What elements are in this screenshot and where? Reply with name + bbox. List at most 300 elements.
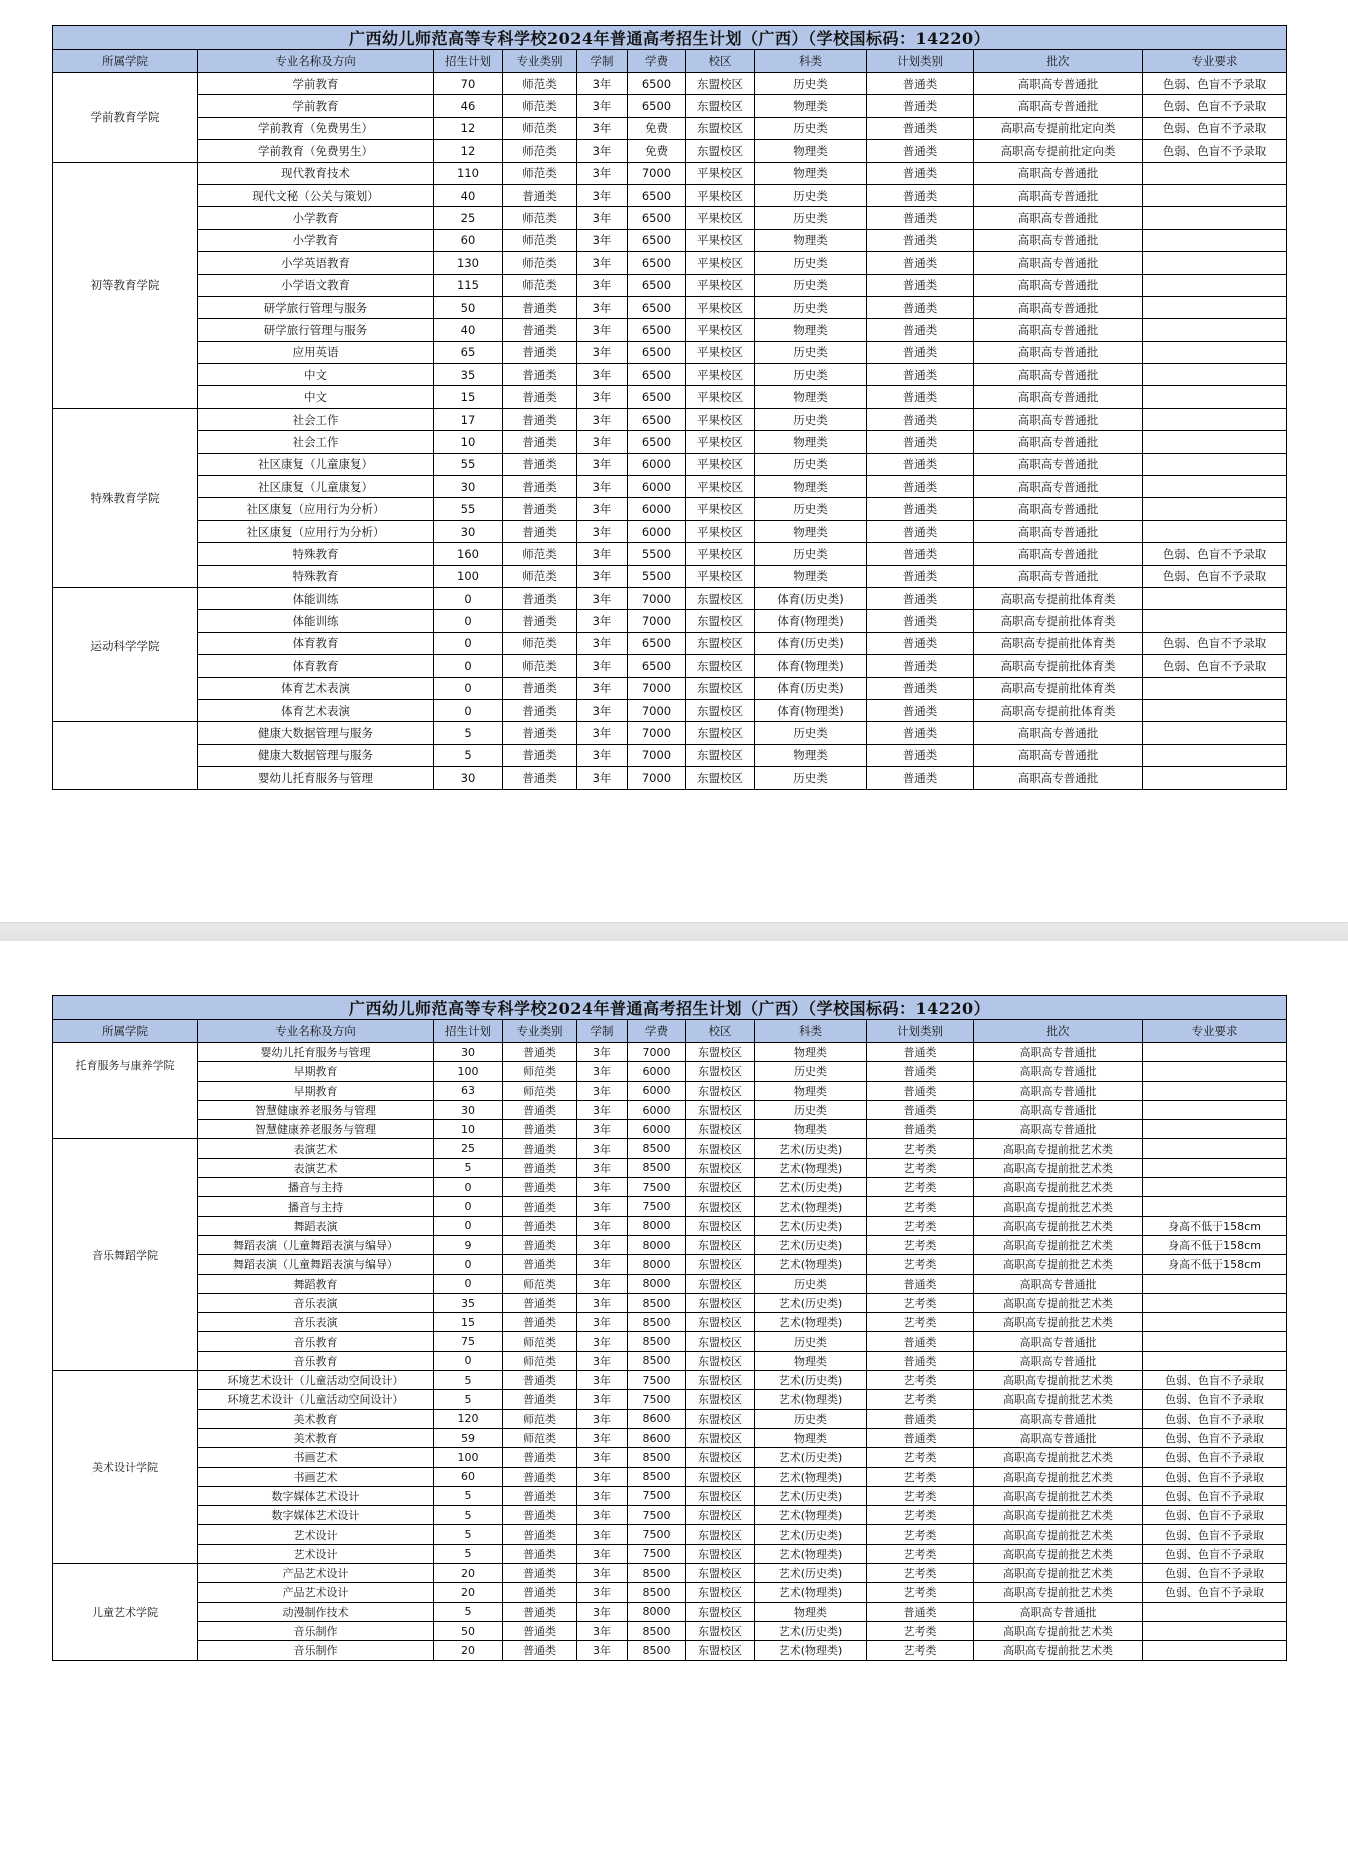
- cell-major: 体育艺术表演: [198, 699, 434, 721]
- cell-requirement: 色弱、色盲不予录取: [1143, 1467, 1287, 1486]
- cell-plan-count: 130: [434, 252, 503, 274]
- cell-tuition: 6500: [628, 252, 686, 274]
- college-cell: 运动科学学院: [53, 587, 198, 721]
- cell-plan-type: 艺考类: [867, 1178, 974, 1197]
- cell-campus: 东盟校区: [686, 1293, 755, 1312]
- cell-campus: 平果校区: [686, 520, 755, 542]
- table-row: [53, 184, 1287, 206]
- cell-batch: 高职高专普通批: [974, 453, 1143, 475]
- cell-requirement: [1143, 162, 1287, 184]
- table-row: [53, 677, 1287, 699]
- cell-campus: 东盟校区: [686, 610, 755, 632]
- cell-tuition: 6500: [628, 95, 686, 117]
- cell-requirement: 色弱、色盲不予录取: [1143, 73, 1287, 95]
- cell-plan-type: 普通类: [867, 565, 974, 587]
- cell-plan-type: 普通类: [867, 722, 974, 744]
- cell-requirement: 色弱、色盲不予录取: [1143, 1583, 1287, 1602]
- table-row: [53, 1043, 1287, 1062]
- cell-plan-type: 艺考类: [867, 1235, 974, 1254]
- cell-subject-category: 历史类: [755, 274, 867, 296]
- cell-requirement: [1143, 1313, 1287, 1332]
- cell-subject-category: 艺术(历史类): [755, 1371, 867, 1390]
- table-row: [53, 1158, 1287, 1177]
- cell-tuition: 8000: [628, 1235, 686, 1254]
- cell-tuition: 8500: [628, 1641, 686, 1660]
- table-row: [53, 229, 1287, 251]
- cell-major-type: 师范类: [503, 140, 577, 162]
- cell-subject-category: 艺术(物理类): [755, 1641, 867, 1660]
- cell-major: 播音与主持: [198, 1178, 434, 1197]
- cell-campus: 东盟校区: [686, 1274, 755, 1293]
- cell-batch: 高职高专提前批艺术类: [974, 1255, 1143, 1274]
- cell-major: 特殊教育: [198, 543, 434, 565]
- cell-batch: 高职高专普通批: [974, 95, 1143, 117]
- cell-tuition: 7000: [628, 722, 686, 744]
- cell-campus: 东盟校区: [686, 1448, 755, 1467]
- cell-major: 学前教育（免费男生）: [198, 140, 434, 162]
- cell-major: 环境艺术设计（儿童活动空间设计）: [198, 1371, 434, 1390]
- cell-subject-category: 艺术(物理类): [755, 1467, 867, 1486]
- cell-plan-count: 40: [434, 184, 503, 206]
- college-cell: 美术设计学院: [53, 1371, 198, 1564]
- cell-campus: 平果校区: [686, 296, 755, 318]
- cell-major-type: 普通类: [503, 1486, 577, 1505]
- cell-plan-count: 0: [434, 1197, 503, 1216]
- cell-major-type: 师范类: [503, 1081, 577, 1100]
- cell-duration: 3年: [577, 1178, 628, 1197]
- cell-tuition: 6500: [628, 207, 686, 229]
- cell-campus: 平果校区: [686, 162, 755, 184]
- cell-batch: 高职高专提前批体育类: [974, 699, 1143, 721]
- cell-plan-count: 10: [434, 1120, 503, 1139]
- cell-major: 社会工作: [198, 431, 434, 453]
- cell-batch: 高职高专普通批: [974, 184, 1143, 206]
- table-row: [53, 319, 1287, 341]
- cell-major: 小学语文教育: [198, 274, 434, 296]
- cell-duration: 3年: [577, 1544, 628, 1563]
- cell-plan-type: 艺考类: [867, 1486, 974, 1505]
- cell-campus: 平果校区: [686, 453, 755, 475]
- cell-requirement: [1143, 341, 1287, 363]
- cell-duration: 3年: [577, 655, 628, 677]
- cell-batch: 高职高专提前批艺术类: [974, 1197, 1143, 1216]
- cell-tuition: 6500: [628, 184, 686, 206]
- cell-duration: 3年: [577, 364, 628, 386]
- cell-major-type: 普通类: [503, 1216, 577, 1235]
- cell-plan-type: 普通类: [867, 610, 974, 632]
- cell-plan-type: 普通类: [867, 386, 974, 408]
- cell-subject-category: 历史类: [755, 767, 867, 789]
- cell-plan-count: 12: [434, 140, 503, 162]
- cell-tuition: 8000: [628, 1216, 686, 1235]
- cell-major: 中文: [198, 386, 434, 408]
- cell-campus: 东盟校区: [686, 1621, 755, 1640]
- cell-subject-category: 艺术(历史类): [755, 1525, 867, 1544]
- table-row: [53, 1564, 1287, 1583]
- cell-duration: 3年: [577, 408, 628, 430]
- cell-duration: 3年: [577, 1525, 628, 1544]
- cell-requirement: 身高不低于158cm: [1143, 1255, 1287, 1274]
- cell-major-type: 普通类: [503, 699, 577, 721]
- cell-major-type: 普通类: [503, 1235, 577, 1254]
- cell-plan-count: 0: [434, 1255, 503, 1274]
- cell-requirement: [1143, 453, 1287, 475]
- cell-duration: 3年: [577, 1274, 628, 1293]
- cell-major: 音乐制作: [198, 1641, 434, 1660]
- cell-major-type: 普通类: [503, 498, 577, 520]
- cell-duration: 3年: [577, 1351, 628, 1370]
- cell-plan-count: 30: [434, 1100, 503, 1119]
- cell-batch: 高职高专普通批: [974, 73, 1143, 95]
- cell-plan-count: 0: [434, 632, 503, 654]
- cell-tuition: 7500: [628, 1390, 686, 1409]
- cell-duration: 3年: [577, 1602, 628, 1621]
- table-row: [53, 1235, 1287, 1254]
- cell-batch: 高职高专普通批: [974, 207, 1143, 229]
- cell-tuition: 8500: [628, 1467, 686, 1486]
- cell-duration: 3年: [577, 1313, 628, 1332]
- cell-batch: 高职高专提前批艺术类: [974, 1158, 1143, 1177]
- admission-plan-table: [52, 25, 1287, 790]
- cell-batch: 高职高专提前批体育类: [974, 610, 1143, 632]
- column-header-plan-count: 招生计划: [434, 1020, 503, 1043]
- cell-major-type: 普通类: [503, 1197, 577, 1216]
- cell-plan-count: 25: [434, 1139, 503, 1158]
- cell-requirement: 身高不低于158cm: [1143, 1235, 1287, 1254]
- cell-plan-count: 30: [434, 520, 503, 542]
- cell-requirement: [1143, 408, 1287, 430]
- cell-campus: 东盟校区: [686, 1371, 755, 1390]
- table-row: [53, 1506, 1287, 1525]
- cell-batch: 高职高专提前批艺术类: [974, 1448, 1143, 1467]
- cell-duration: 3年: [577, 184, 628, 206]
- cell-subject-category: 历史类: [755, 117, 867, 139]
- cell-campus: 东盟校区: [686, 744, 755, 766]
- cell-batch: 高职高专提前批艺术类: [974, 1641, 1143, 1660]
- cell-requirement: 色弱、色盲不予录取: [1143, 632, 1287, 654]
- cell-plan-type: 普通类: [867, 1428, 974, 1447]
- cell-major: 健康大数据管理与服务: [198, 744, 434, 766]
- cell-subject-category: 物理类: [755, 229, 867, 251]
- cell-requirement: [1143, 744, 1287, 766]
- cell-campus: 平果校区: [686, 184, 755, 206]
- cell-major: 小学教育: [198, 207, 434, 229]
- cell-tuition: 6500: [628, 386, 686, 408]
- cell-tuition: 6000: [628, 1100, 686, 1119]
- cell-campus: 东盟校区: [686, 632, 755, 654]
- cell-major: 早期教育: [198, 1081, 434, 1100]
- cell-subject-category: 艺术(物理类): [755, 1506, 867, 1525]
- cell-major-type: 师范类: [503, 565, 577, 587]
- cell-major-type: 普通类: [503, 319, 577, 341]
- table-body: [53, 1043, 1287, 1661]
- cell-subject-category: 物理类: [755, 319, 867, 341]
- cell-batch: 高职高专提前批艺术类: [974, 1139, 1143, 1158]
- table-row: [53, 632, 1287, 654]
- cell-campus: 东盟校区: [686, 1043, 755, 1062]
- cell-requirement: [1143, 1621, 1287, 1640]
- cell-plan-count: 0: [434, 677, 503, 699]
- cell-batch: 高职高专普通批: [974, 408, 1143, 430]
- column-header-requirement: 专业要求: [1143, 1020, 1287, 1043]
- cell-major-type: 师范类: [503, 1274, 577, 1293]
- cell-duration: 3年: [577, 453, 628, 475]
- cell-subject-category: 物理类: [755, 162, 867, 184]
- cell-subject-category: 历史类: [755, 1100, 867, 1119]
- cell-subject-category: 艺术(历史类): [755, 1621, 867, 1640]
- table-row: [53, 1602, 1287, 1621]
- cell-major-type: 普通类: [503, 677, 577, 699]
- cell-subject-category: 历史类: [755, 364, 867, 386]
- cell-major-type: 师范类: [503, 207, 577, 229]
- cell-major: 社区康复（应用行为分析）: [198, 498, 434, 520]
- cell-requirement: 色弱、色盲不予录取: [1143, 655, 1287, 677]
- cell-requirement: 色弱、色盲不予录取: [1143, 1506, 1287, 1525]
- cell-plan-count: 15: [434, 1313, 503, 1332]
- cell-subject-category: 艺术(物理类): [755, 1583, 867, 1602]
- cell-campus: 东盟校区: [686, 1409, 755, 1428]
- table-row: [53, 744, 1287, 766]
- cell-duration: 3年: [577, 1139, 628, 1158]
- cell-requirement: [1143, 1139, 1287, 1158]
- cell-campus: 东盟校区: [686, 1583, 755, 1602]
- cell-tuition: 免费: [628, 117, 686, 139]
- cell-campus: 东盟校区: [686, 587, 755, 609]
- cell-major-type: 普通类: [503, 453, 577, 475]
- cell-campus: 东盟校区: [686, 767, 755, 789]
- cell-tuition: 8500: [628, 1158, 686, 1177]
- cell-tuition: 7000: [628, 610, 686, 632]
- cell-requirement: [1143, 1043, 1287, 1062]
- cell-major: 美术教育: [198, 1428, 434, 1447]
- cell-plan-type: 艺考类: [867, 1313, 974, 1332]
- cell-subject-category: 艺术(物理类): [755, 1197, 867, 1216]
- cell-plan-count: 5: [434, 1544, 503, 1563]
- cell-major: 产品艺术设计: [198, 1583, 434, 1602]
- cell-requirement: [1143, 207, 1287, 229]
- cell-campus: 平果校区: [686, 319, 755, 341]
- cell-requirement: 色弱、色盲不予录取: [1143, 1448, 1287, 1467]
- cell-requirement: [1143, 587, 1287, 609]
- cell-plan-count: 5: [434, 1602, 503, 1621]
- cell-tuition: 6000: [628, 1081, 686, 1100]
- cell-tuition: 6500: [628, 364, 686, 386]
- cell-major-type: 师范类: [503, 95, 577, 117]
- cell-subject-category: 体育(物理类): [755, 699, 867, 721]
- cell-batch: 高职高专普通批: [974, 431, 1143, 453]
- cell-batch: 高职高专普通批: [974, 386, 1143, 408]
- cell-batch: 高职高专普通批: [974, 1428, 1143, 1447]
- cell-campus: 东盟校区: [686, 1313, 755, 1332]
- cell-requirement: [1143, 274, 1287, 296]
- cell-major-type: 师范类: [503, 162, 577, 184]
- table-row: [53, 1100, 1287, 1119]
- cell-major: 应用英语: [198, 341, 434, 363]
- cell-major-type: 普通类: [503, 520, 577, 542]
- cell-batch: 高职高专提前批体育类: [974, 632, 1143, 654]
- cell-plan-type: 普通类: [867, 207, 974, 229]
- cell-batch: 高职高专普通批: [974, 1062, 1143, 1081]
- college-cell: [53, 722, 198, 789]
- cell-tuition: 8500: [628, 1332, 686, 1351]
- cell-plan-count: 120: [434, 1409, 503, 1428]
- cell-requirement: 色弱、色盲不予录取: [1143, 543, 1287, 565]
- cell-requirement: 色弱、色盲不予录取: [1143, 1564, 1287, 1583]
- cell-batch: 高职高专普通批: [974, 1100, 1143, 1119]
- cell-duration: 3年: [577, 1390, 628, 1409]
- cell-subject-category: 历史类: [755, 722, 867, 744]
- cell-major: 社会工作: [198, 408, 434, 430]
- column-header-subject-category: 科类: [755, 1020, 867, 1043]
- column-header-college: 所属学院: [53, 50, 198, 73]
- cell-campus: 东盟校区: [686, 1197, 755, 1216]
- cell-plan-type: 普通类: [867, 162, 974, 184]
- cell-plan-count: 0: [434, 1274, 503, 1293]
- table-row: [53, 341, 1287, 363]
- cell-plan-type: 普通类: [867, 1043, 974, 1062]
- cell-plan-type: 艺考类: [867, 1525, 974, 1544]
- column-header-duration: 学制: [577, 1020, 628, 1043]
- cell-plan-type: 普通类: [867, 1351, 974, 1370]
- table-row: [53, 1448, 1287, 1467]
- cell-duration: 3年: [577, 498, 628, 520]
- cell-major: 学前教育（免费男生）: [198, 117, 434, 139]
- cell-subject-category: 艺术(物理类): [755, 1390, 867, 1409]
- cell-campus: 东盟校区: [686, 140, 755, 162]
- cell-subject-category: 体育(历史类): [755, 587, 867, 609]
- cell-plan-count: 100: [434, 1448, 503, 1467]
- cell-subject-category: 艺术(历史类): [755, 1293, 867, 1312]
- cell-major: 体育艺术表演: [198, 677, 434, 699]
- cell-subject-category: 物理类: [755, 140, 867, 162]
- cell-requirement: [1143, 1062, 1287, 1081]
- cell-plan-count: 46: [434, 95, 503, 117]
- cell-plan-count: 40: [434, 319, 503, 341]
- cell-major-type: 普通类: [503, 1583, 577, 1602]
- table-row: [53, 1332, 1287, 1351]
- cell-plan-type: 艺考类: [867, 1158, 974, 1177]
- cell-duration: 3年: [577, 1043, 628, 1062]
- cell-plan-type: 普通类: [867, 95, 974, 117]
- column-header-tuition: 学费: [628, 50, 686, 73]
- table-row: [53, 655, 1287, 677]
- cell-duration: 3年: [577, 1235, 628, 1254]
- cell-campus: 东盟校区: [686, 1178, 755, 1197]
- cell-requirement: [1143, 498, 1287, 520]
- cell-batch: 高职高专提前批定向类: [974, 140, 1143, 162]
- cell-plan-count: 5: [434, 1371, 503, 1390]
- cell-tuition: 免费: [628, 140, 686, 162]
- cell-major: 社区康复（应用行为分析）: [198, 520, 434, 542]
- cell-subject-category: 历史类: [755, 207, 867, 229]
- cell-major-type: 普通类: [503, 1525, 577, 1544]
- cell-plan-type: 艺考类: [867, 1621, 974, 1640]
- cell-major-type: 师范类: [503, 655, 577, 677]
- cell-batch: 高职高专普通批: [974, 543, 1143, 565]
- cell-major: 书画艺术: [198, 1448, 434, 1467]
- cell-requirement: [1143, 1178, 1287, 1197]
- cell-duration: 3年: [577, 341, 628, 363]
- cell-duration: 3年: [577, 1564, 628, 1583]
- column-header-batch: 批次: [974, 50, 1143, 73]
- cell-plan-type: 艺考类: [867, 1564, 974, 1583]
- cell-major: 研学旅行管理与服务: [198, 296, 434, 318]
- cell-tuition: 6000: [628, 1120, 686, 1139]
- cell-major-type: 普通类: [503, 610, 577, 632]
- cell-major-type: 师范类: [503, 1409, 577, 1428]
- page-separator: [0, 922, 1348, 941]
- cell-tuition: 7500: [628, 1197, 686, 1216]
- cell-batch: 高职高专普通批: [974, 252, 1143, 274]
- cell-plan-type: 艺考类: [867, 1371, 974, 1390]
- cell-campus: 东盟校区: [686, 655, 755, 677]
- cell-major-type: 普通类: [503, 386, 577, 408]
- column-header-plan-count: 招生计划: [434, 50, 503, 73]
- cell-duration: 3年: [577, 610, 628, 632]
- cell-campus: 东盟校区: [686, 722, 755, 744]
- cell-campus: 平果校区: [686, 565, 755, 587]
- cell-tuition: 8000: [628, 1602, 686, 1621]
- table-row: [53, 1525, 1287, 1544]
- college-cell: 儿童艺术学院: [53, 1564, 198, 1660]
- cell-major: 播音与主持: [198, 1197, 434, 1216]
- cell-plan-count: 5: [434, 744, 503, 766]
- cell-plan-count: 110: [434, 162, 503, 184]
- cell-major-type: 师范类: [503, 543, 577, 565]
- cell-duration: 3年: [577, 73, 628, 95]
- cell-subject-category: 历史类: [755, 408, 867, 430]
- cell-plan-type: 艺考类: [867, 1293, 974, 1312]
- cell-requirement: [1143, 1274, 1287, 1293]
- cell-duration: 3年: [577, 722, 628, 744]
- cell-campus: 东盟校区: [686, 1062, 755, 1081]
- cell-plan-type: 艺考类: [867, 1583, 974, 1602]
- column-header-campus: 校区: [686, 1020, 755, 1043]
- cell-plan-type: 普通类: [867, 1332, 974, 1351]
- cell-duration: 3年: [577, 229, 628, 251]
- cell-campus: 东盟校区: [686, 1158, 755, 1177]
- cell-batch: 高职高专提前批体育类: [974, 655, 1143, 677]
- table-row: [53, 1409, 1287, 1428]
- table-row: [53, 408, 1287, 430]
- cell-batch: 高职高专提前批体育类: [974, 677, 1143, 699]
- cell-plan-count: 0: [434, 1178, 503, 1197]
- cell-duration: 3年: [577, 274, 628, 296]
- cell-tuition: 6500: [628, 431, 686, 453]
- cell-duration: 3年: [577, 543, 628, 565]
- cell-major-type: 普通类: [503, 1602, 577, 1621]
- cell-major-type: 师范类: [503, 252, 577, 274]
- cell-requirement: [1143, 476, 1287, 498]
- table-title: 广西幼儿师范高等专科学校2024年普通高考招生计划（广西）（学校国标码：14220）: [53, 996, 1287, 1020]
- cell-major: 音乐表演: [198, 1313, 434, 1332]
- table-row: [53, 207, 1287, 229]
- cell-major-type: 普通类: [503, 431, 577, 453]
- cell-plan-count: 100: [434, 1062, 503, 1081]
- cell-tuition: 6500: [628, 341, 686, 363]
- cell-batch: 高职高专提前批体育类: [974, 587, 1143, 609]
- table-row: [53, 1178, 1287, 1197]
- cell-campus: 东盟校区: [686, 1235, 755, 1254]
- cell-plan-type: 普通类: [867, 73, 974, 95]
- table-row: [53, 1621, 1287, 1640]
- cell-major: 智慧健康养老服务与管理: [198, 1100, 434, 1119]
- cell-duration: 3年: [577, 1293, 628, 1312]
- column-headers: [53, 50, 1287, 73]
- table-row: [53, 296, 1287, 318]
- cell-plan-type: 普通类: [867, 1100, 974, 1119]
- cell-major: 现代教育技术: [198, 162, 434, 184]
